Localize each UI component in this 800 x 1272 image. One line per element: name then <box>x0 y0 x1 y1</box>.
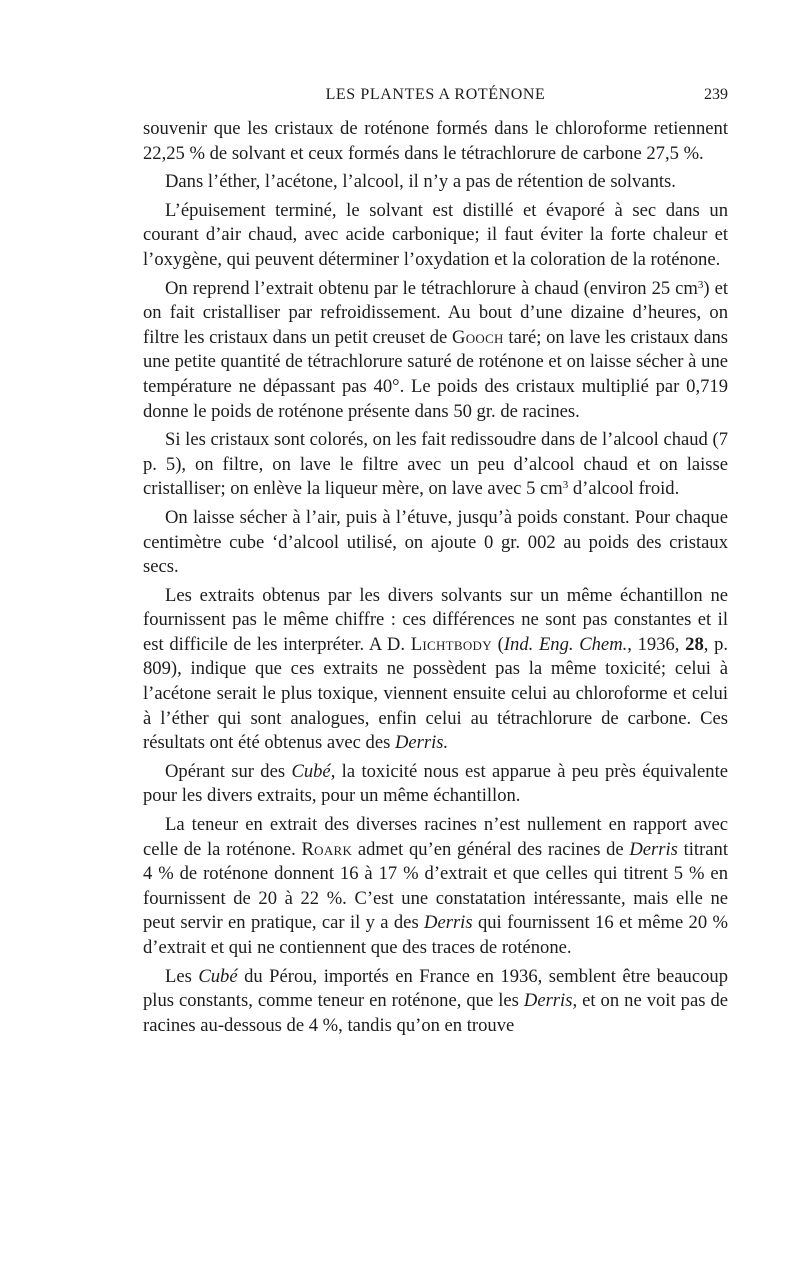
text-run: , p. 809), indique que ces extraits ne possèdent pas la même toxicité; celui à l’acétone serait le plus toxique, viennent ensuite celui au chloroforme et celui à l’éther qui sont analogues, enfin celui au tétrachlorure de carbone. Ces résultats ont été obtenus avec des <box>143 633 729 754</box>
paragraph <box>143 199 728 273</box>
text-run: Les <box>165 965 199 987</box>
text-run: Cubé <box>198 965 238 987</box>
text-run: ) et on fait cristalliser par refroidissement. Au bout d’une dizaine d’heures, on filtre les cristaux dans un petit creuset de <box>143 277 728 348</box>
text-run: 3 <box>697 278 704 291</box>
paragraph <box>143 117 728 166</box>
text-run: qui fournissent 16 et même 20 % d’extrait et qui ne contiennent que des traces de roténone. <box>143 912 728 958</box>
text-run: taré; on lave les cristaux dans une petite quantité de tétrachlorure saturé de roténone et on laisse sécher à une température ne dépassant pas 40°. Le poids des cristaux multiplié par 0,719 donne le poids de roténone présente dans 50 gr. de racines. <box>143 326 728 422</box>
paragraph <box>143 760 728 809</box>
text-run: Gooch <box>451 326 504 348</box>
text-run: , la toxicité nous est apparue à peu près équivalente pour les divers extraits, pour un même échantillon. <box>143 760 729 807</box>
text-run: Roark <box>301 838 353 860</box>
paragraph <box>143 584 728 756</box>
text-run: L’épuisement terminé, le solvant est distillé et évaporé à sec dans un courant d’air chaud, avec acide carbonique; il faut éviter la forte chaleur et l’oxygène, qui peuvent déterminer l’oxydation et la coloration de la roténone. <box>143 199 728 270</box>
body-text <box>143 117 728 1042</box>
text-run: Ind. Eng. Chem. <box>503 633 628 655</box>
text-run: et on ne voit pas de racines au-dessous de 4 %, tandis qu’on en trouve <box>143 990 728 1036</box>
page-number: 239 <box>704 86 728 103</box>
text-run: La teneur en extrait des diverses racines n’est nullement en rapport avec celle de la roténone. <box>143 814 728 860</box>
running-title: LES PLANTES A ROTÉNONE <box>325 86 546 103</box>
running-header <box>143 86 728 108</box>
paragraph <box>143 428 728 502</box>
text-run: Derris <box>629 838 678 860</box>
paragraph <box>143 170 728 195</box>
text-run: Les extraits obtenus par les divers solvants sur un même échantillon ne fournissent pas le même chiffre : ces différences ne sont pas constantes et il est difficile de les interpréter. A D. <box>143 584 728 655</box>
text-run: ( <box>491 633 504 655</box>
text-run: Derris, <box>523 990 578 1012</box>
text-run: titrant 4 % de roténone donnent 16 à 17 % d’extrait et que celles qui titrent 5 % en fournissent de 20 à 22 %. C’est une constatation intéressante, mais elle ne peut servir en pratique, car il y a des <box>143 838 728 934</box>
text-run: d’alcool froid. <box>568 478 680 500</box>
text-run: Si les cristaux sont colorés, on les fait redissoudre dans de l’alcool chaud (7 p. 5), on filtre, on lave le filtre avec un peu d’alcool chaud et on laisse cristalliser; on enlève la liqueur mère, on lave avec 5 cm <box>143 429 728 500</box>
text-run: , 1936, <box>627 633 686 655</box>
paragraph <box>143 277 728 425</box>
text-run: Lichtbody <box>410 633 492 655</box>
paragraph <box>143 813 728 961</box>
text-run: Derris <box>424 912 473 934</box>
paragraph <box>143 506 728 580</box>
text-run: Cubé <box>291 760 331 782</box>
text-run: On reprend l’extrait obtenu par le tétrachlorure à chaud (environ 25 cm <box>165 277 698 299</box>
text-run: 28 <box>685 633 704 655</box>
text-run: souvenir que les cristaux de roténone formés dans le chloroforme retiennent 22,25 % de solvant et ceux formés dans le tétrachlorure de carbone 27,5 %. <box>143 118 728 164</box>
text-run: Derris. <box>394 732 449 754</box>
text-run: On laisse sécher à l’air, puis à l’étuve, jusqu’à poids constant. Pour chaque centimètre cube ‘d’alcool utilisé, on ajoute 0 gr. 002 au poids des cristaux secs. <box>143 506 728 578</box>
text-run: 3 <box>562 479 569 492</box>
text-run: Dans l’éther, l’acétone, l’alcool, il n’y a pas de rétention de solvants. <box>165 171 676 193</box>
paragraph <box>143 965 728 1039</box>
text-run: du Pérou, importés en France en 1936, semblent être beaucoup plus constants, comme teneur en roténone, que les <box>143 965 728 1012</box>
text-run: admet qu’en général des racines de <box>352 838 630 860</box>
text-run: Opérant sur des <box>165 760 292 782</box>
